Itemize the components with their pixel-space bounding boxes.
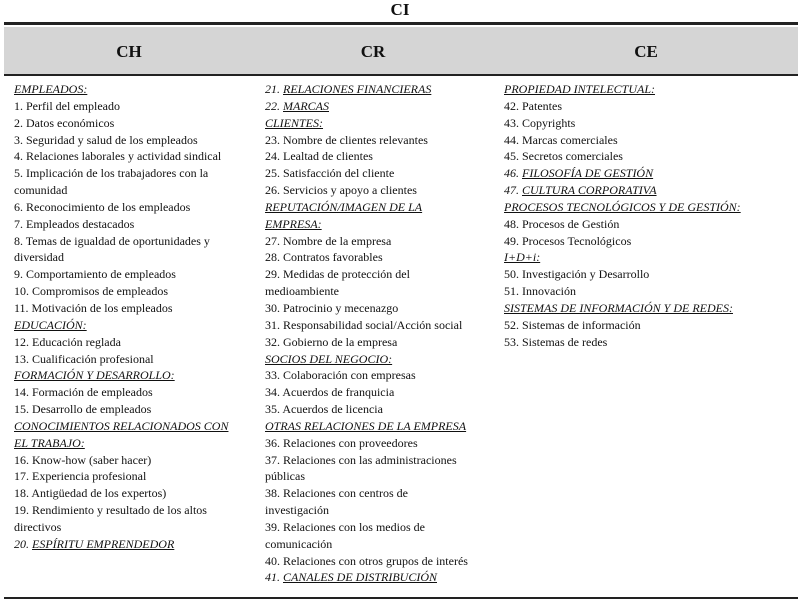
list-item: 26. Servicios y apoyo a clientes (265, 183, 417, 198)
list-item: 38. Relaciones con centros de (265, 486, 408, 501)
item-number: 21. (265, 82, 280, 96)
item-number: 20. (14, 536, 29, 551)
list-item: 33. Colaboración con empresas (265, 368, 416, 383)
section-heading: REPUTACIÓN/IMAGEN DE LA (265, 199, 423, 214)
item-number: 22. (265, 98, 280, 113)
numbered-section (265, 81, 495, 98)
section-heading: OTRAS RELACIONES DE LA EMPRESA (265, 418, 467, 433)
column-cr (265, 81, 495, 586)
item-number: 47. (504, 183, 519, 198)
list-item: 52. Sistemas de información (504, 317, 641, 332)
list-item: 13. Cualificación profesional (14, 351, 154, 366)
section-heading: EMPRESA: (265, 216, 322, 231)
section-heading: EL TRABAJO: (14, 435, 85, 450)
numbered-section (504, 165, 794, 182)
list-item: 25. Satisfacción del cliente (265, 166, 395, 181)
list-item: 17. Experiencia profesional (14, 469, 147, 484)
list-item: diversidad (14, 250, 64, 265)
numbered-section (265, 98, 495, 115)
list-item: 9. Comportamiento de empleados (14, 267, 176, 282)
list-item: 18. Antigüedad de los expertos) (14, 486, 167, 501)
section-heading: EDUCACIÓN: (14, 317, 87, 332)
list-item: 29. Medidas de protección del (265, 267, 410, 282)
list-item: directivos (14, 519, 62, 534)
section-heading: MARCAS (283, 98, 329, 113)
list-item: 43. Copyrights (504, 115, 576, 130)
list-item: 49. Procesos Tecnológicos (504, 233, 632, 248)
list-item: 28. Contratos favorables (265, 250, 383, 265)
section-heading: FILOSOFÍA DE GESTIÓN (522, 166, 654, 181)
list-item: investigación (265, 503, 329, 518)
section-heading: CULTURA CORPORATIVA (522, 183, 657, 198)
list-item: 16. Know-how (saber hacer) (14, 452, 152, 467)
section-heading: FORMACIÓN Y DESARROLLO: (14, 368, 175, 383)
list-item: 50. Investigación y Desarrollo (504, 267, 650, 282)
list-item: 7. Empleados destacados (14, 216, 135, 231)
list-item: 27. Nombre de la empresa (265, 233, 392, 248)
list-item: 12. Educación reglada (14, 334, 121, 349)
section-heading: EMPLEADOS: (14, 82, 88, 96)
list-item: 8. Temas de igualdad de oportunidades y (14, 233, 210, 248)
list-item: 1. Perfil del empleado (14, 98, 120, 113)
list-item: 40. Relaciones con otros grupos de interés (265, 553, 468, 568)
list-item: públicas (265, 469, 305, 484)
list-item: 23. Nombre de clientes relevantes (265, 132, 428, 147)
list-item: 36. Relaciones con proveedores (265, 435, 418, 450)
list-item: 51. Innovación (504, 284, 576, 299)
numbered-section (14, 536, 254, 553)
list-item: 48. Procesos de Gestión (504, 216, 620, 231)
list-item: 3. Seguridad y salud de los empleados (14, 132, 198, 147)
list-item: 11. Motivación de los empleados (14, 300, 173, 315)
section-heading: ESPÍRITU EMPRENDEDOR (32, 536, 175, 551)
list-item: comunidad (14, 183, 68, 198)
list-item: medioambiente (265, 284, 339, 299)
header-ch: CH (116, 42, 142, 61)
list-item: 2. Datos económicos (14, 115, 115, 130)
section-heading: PROPIEDAD INTELECTUAL: (504, 82, 655, 96)
list-item: 31. Responsabilidad social/Acción social (265, 317, 463, 332)
list-item: 32. Gobierno de la empresa (265, 334, 398, 349)
list-item: 39. Relaciones con los medios de (265, 519, 425, 534)
header-cr: CR (360, 42, 386, 61)
section-heading: CLIENTES: (265, 115, 324, 130)
table-title: CI (390, 0, 410, 19)
list-item: 30. Patrocinio y mecenazgo (265, 300, 399, 315)
header-ce: CE (634, 42, 658, 61)
column-ce (504, 81, 794, 351)
list-item: 15. Desarrollo de empleados (14, 402, 152, 417)
section-heading: CANALES DE DISTRIBUCIÓN (283, 570, 437, 585)
numbered-section (504, 182, 794, 199)
list-item: 53. Sistemas de redes (504, 334, 608, 349)
section-heading: I+D+i: (504, 250, 541, 265)
section-heading: PROCESOS TECNOLÓGICOS Y DE GESTIÓN: (504, 199, 741, 214)
item-number: 41. (265, 570, 280, 585)
list-item: 14. Formación de empleados (14, 385, 153, 400)
list-item: 42. Patentes (504, 98, 562, 113)
numbered-section (265, 569, 495, 586)
list-item: 45. Secretos comerciales (504, 149, 623, 164)
bottom-rule (4, 597, 798, 599)
list-item: comunicación (265, 536, 333, 551)
list-item: 19. Rendimiento y resultado de los altos (14, 503, 207, 518)
list-item: 5. Implicación de los trabajadores con la (14, 166, 209, 181)
list-item: 6. Reconocimiento de los empleados (14, 199, 191, 214)
list-item: 10. Compromisos de empleados (14, 284, 168, 299)
section-heading: SOCIOS DEL NEGOCIO: (265, 351, 393, 366)
section-heading: CONOCIMIENTOS RELACIONADOS CON (14, 418, 229, 433)
list-item: 4. Relaciones laborales y actividad sindical (14, 149, 222, 164)
section-heading: SISTEMAS DE INFORMACIÓN Y DE REDES: (504, 300, 733, 315)
list-item: 24. Lealtad de clientes (265, 149, 373, 164)
list-item: 35. Acuerdos de licencia (265, 402, 383, 417)
item-number: 46. (504, 166, 519, 181)
list-item: 44. Marcas comerciales (504, 132, 618, 147)
top-rule (4, 22, 798, 25)
list-item: 34. Acuerdos de franquicia (265, 385, 395, 400)
column-ch (14, 81, 254, 553)
header-rule (4, 74, 798, 76)
list-item: 37. Relaciones con las administraciones (265, 452, 457, 467)
section-heading: RELACIONES FINANCIERAS (283, 82, 432, 96)
